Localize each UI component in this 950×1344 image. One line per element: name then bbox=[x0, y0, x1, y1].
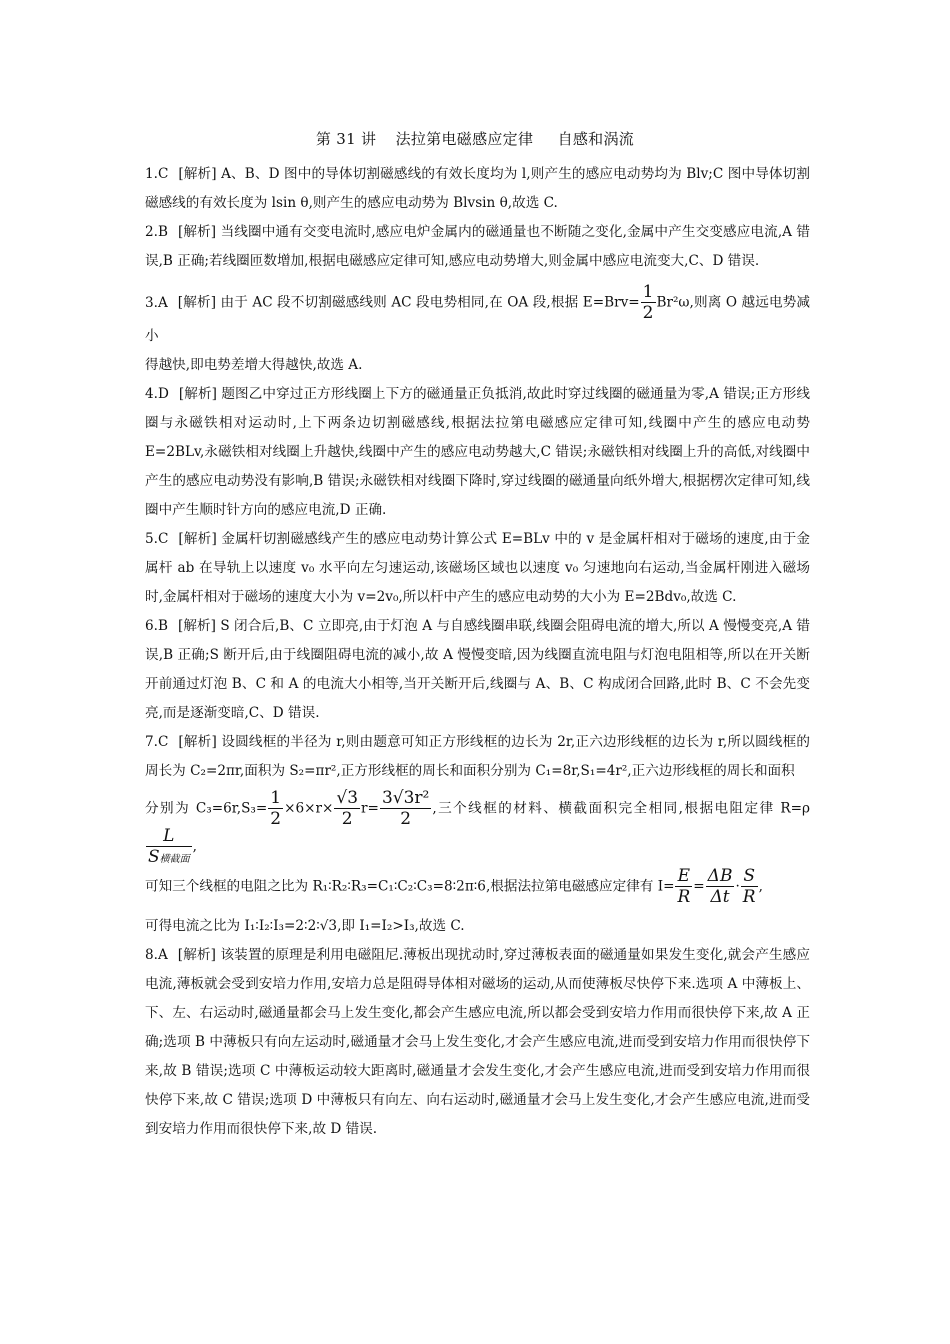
fraction bbox=[706, 868, 735, 906]
subtopic-title: 自感和涡流 bbox=[557, 130, 635, 148]
lecture-number: 第 31 讲 bbox=[315, 130, 377, 148]
analysis-tag: [解析] bbox=[177, 224, 217, 240]
answer-7-conclusion bbox=[145, 912, 810, 941]
answer-1 bbox=[145, 160, 810, 218]
analysis-tag: [解析] bbox=[177, 618, 216, 634]
fraction bbox=[641, 284, 656, 322]
answer-7-formula-line-2 bbox=[145, 868, 810, 906]
fraction-numerator: E bbox=[675, 868, 692, 887]
answer-8 bbox=[145, 941, 810, 1144]
answer-3 bbox=[145, 284, 810, 380]
fraction bbox=[268, 790, 283, 828]
fraction-denominator: Δt bbox=[710, 887, 730, 907]
fraction bbox=[334, 790, 360, 828]
fraction-numerator: ΔB bbox=[707, 866, 733, 886]
answer-text: , bbox=[758, 878, 763, 895]
answer-7-formula-line bbox=[145, 790, 810, 866]
fraction-denominator: 2 bbox=[400, 809, 412, 829]
answer-text: S 闭合后,B、C 立即亮,由于灯泡 A 与自感线圈串联,线圈会阻碍电流的增大,所以 A 慢慢变亮,A 错误,B 正确;S 断开后,由于线圈阻碍电流的减小,故 A 慢慢变暗,因为线圈直流电阻与灯泡电阻相等,所以在开关断开前通过灯泡 B、C 和 A 的电流大小相等,当开关断开后,线圈与 A、B、C 构成闭合回路,此时 B、C 不会先变亮,而是逐渐变暗,C、D 错误. bbox=[145, 618, 811, 721]
fraction-denominator-symbol: S bbox=[148, 847, 160, 867]
answer-text: 题图乙中穿过正方形线圈上下方的磁通量正负抵消,故此时穿过线圈的磁通量为零,A 错误;正方形线圈与永磁铁相对运动时,上下两条边切割磁感线,根据法拉第电磁感应定律可知,线圈中产生的感应电动势 E=2BLv,永磁铁相对线圈上升越快,线圈中产生的感应电动势越大,C 错误;永磁铁相对线圈上升的高低,对线圈中产生的感应电动势没有影响,B 错误;永磁铁相对线圈下降时,穿过线圈的磁通量向纸外增大,根据楞次定律可知,线圈中产生顺时针方向的感应电流,D 正确. bbox=[145, 386, 811, 518]
answer-text: 可得电流之比为 I₁∶I₂∶I₃=2∶2∶√3,即 I₁=I₂>I₃,故选 C. bbox=[145, 918, 465, 934]
answer-6 bbox=[145, 612, 810, 728]
answer-7 bbox=[145, 728, 810, 786]
analysis-tag: [解析] bbox=[178, 386, 217, 402]
answer-text: 由于 AC 段不切割磁感线则 AC 段电势相同,在 OA 段,根据 E=Brv= bbox=[220, 294, 640, 311]
topic-title: 法拉第电磁感应定律 bbox=[395, 130, 534, 148]
answer-list bbox=[145, 160, 810, 1144]
analysis-tag: [解析] bbox=[177, 294, 216, 311]
fraction-denominator: 2 bbox=[270, 809, 282, 829]
fraction-denominator: 2 bbox=[642, 303, 654, 323]
answer-text: 当线圈中通有交变电流时,感应电炉金属内的磁通量也不断随之变化,金属中产生交变感应电流,A 错误,B 正确;若线圈匝数增加,根据电磁感应定律可知,感应电动势增大,则金属中感应电流变大,C、D 错误. bbox=[145, 224, 810, 269]
fraction-denominator: 2 bbox=[341, 809, 353, 829]
fraction-numerator: 3√3r² bbox=[381, 788, 430, 808]
fraction-numerator: 1 bbox=[642, 282, 654, 302]
fraction bbox=[675, 868, 692, 906]
answer-number: 8.A bbox=[145, 947, 168, 963]
fraction-numerator: L bbox=[146, 828, 192, 847]
answer-number: 1.C bbox=[145, 166, 169, 182]
fraction-numerator: √3 bbox=[336, 788, 359, 808]
answer-2 bbox=[145, 218, 810, 276]
answer-text: ×6×r× bbox=[284, 800, 334, 817]
answer-text: 可知三个线框的电阻之比为 R₁∶R₂∶R₃=C₁∶C₂∶C₃=8∶2π∶6,根据法拉第电磁感应定律有 I= bbox=[145, 878, 675, 895]
answer-4 bbox=[145, 380, 810, 525]
answer-text: 分别为 C₃=6r,S₃= bbox=[145, 800, 268, 817]
answer-text: · bbox=[735, 878, 740, 895]
fraction-subscript: 横截面 bbox=[159, 854, 190, 865]
answer-text: , bbox=[192, 838, 197, 855]
answer-text: r= bbox=[361, 800, 379, 817]
analysis-tag: [解析] bbox=[178, 166, 217, 182]
answer-number: 3.A bbox=[145, 294, 168, 311]
fraction-denominator bbox=[146, 847, 192, 866]
fraction-denominator: R bbox=[677, 887, 691, 907]
answer-number: 5.C bbox=[145, 531, 169, 547]
fraction-denominator: R bbox=[742, 887, 756, 907]
fraction bbox=[146, 828, 192, 866]
fraction bbox=[741, 868, 758, 906]
fraction-numerator: 1 bbox=[270, 788, 282, 808]
answer-text: = bbox=[693, 878, 705, 895]
answer-number: 7.C bbox=[145, 734, 169, 750]
answer-text: ,三个线框的材料、横截面积完全相同,根据电阻定律 R=ρ bbox=[432, 800, 810, 817]
answer-5 bbox=[145, 525, 810, 612]
answer-text: 设圆线框的半径为 r,则由题意可知正方形线框的边长为 2r,正六边形线框的边长为 r,所以圆线框的周长为 C₂=2πr,面积为 S₂=πr²,正方形线框的周长和面积分别为 C₁=8r,S₁=4r²,正六边形线框的周长和面积 bbox=[145, 734, 810, 779]
answer-number: 2.B bbox=[145, 224, 168, 240]
analysis-tag: [解析] bbox=[178, 734, 217, 750]
answer-text: 金属杆切割磁感线产生的感应电动势计算公式 E=BLv 中的 v 是金属杆相对于磁场的速度,由于金属杆 ab 在导轨上以速度 v₀ 水平向左匀速运动,该磁场区域也以速度 v₀ 匀速地向右运动,当金属杆刚进入磁场时,金属杆相对于磁场的速度大小为 v=2v₀,所以杆中产生的感应电动势的大小为 E=2Bdv₀,故选 C. bbox=[145, 531, 811, 605]
answer-text: 该装置的原理是利用电磁阻尼.薄板出现扰动时,穿过薄板表面的磁通量如果发生变化,就会产生感应电流,薄板就会受到安培力作用,安培力总是阻碍导体相对磁场的运动,从而使薄板尽快停下来.选项 A 中薄板上、下、左、右运动时,磁通量都会马上发生变化,都会产生感应电流,所以都会受到安培力作用而很快停下来,故 A 正确;选项 B 中薄板只有向左运动时,磁通量才会马上发生变化,才会产生感应电流,进而受到安培力作用而很快停下来,故 B 错误;选项 C 中薄板运动较大距离时,磁通量才会发生变化,才会产生感应电流,进而受到安培力作用而很快停下来,故 C 错误;选项 D 中薄板只有向左、向右运动时,磁通量才会马上发生变化,才会产生感应电流,进而受到安培力作用而很快停下来,故 D 错误. bbox=[145, 947, 810, 1137]
answer-number: 4.D bbox=[145, 386, 169, 402]
fraction bbox=[380, 790, 431, 828]
answer-text: Br²ω,则离 O 越远电势减小 bbox=[145, 294, 810, 344]
answer-number: 6.B bbox=[145, 618, 168, 634]
answer-text: 得越快,即电势差增大得越快,故选 A. bbox=[145, 357, 363, 373]
analysis-tag: [解析] bbox=[177, 947, 216, 963]
answer-text: A、B、D 图中的导体切割磁感线的有效长度均为 l,则产生的感应电动势均为 Blv;C 图中导体切割磁感线的有效长度为 lsin θ,则产生的感应电动势为 Blvsin θ,故选 C. bbox=[145, 166, 810, 211]
fraction-numerator: S bbox=[741, 868, 758, 887]
page-title bbox=[0, 128, 950, 149]
analysis-tag: [解析] bbox=[178, 531, 217, 547]
